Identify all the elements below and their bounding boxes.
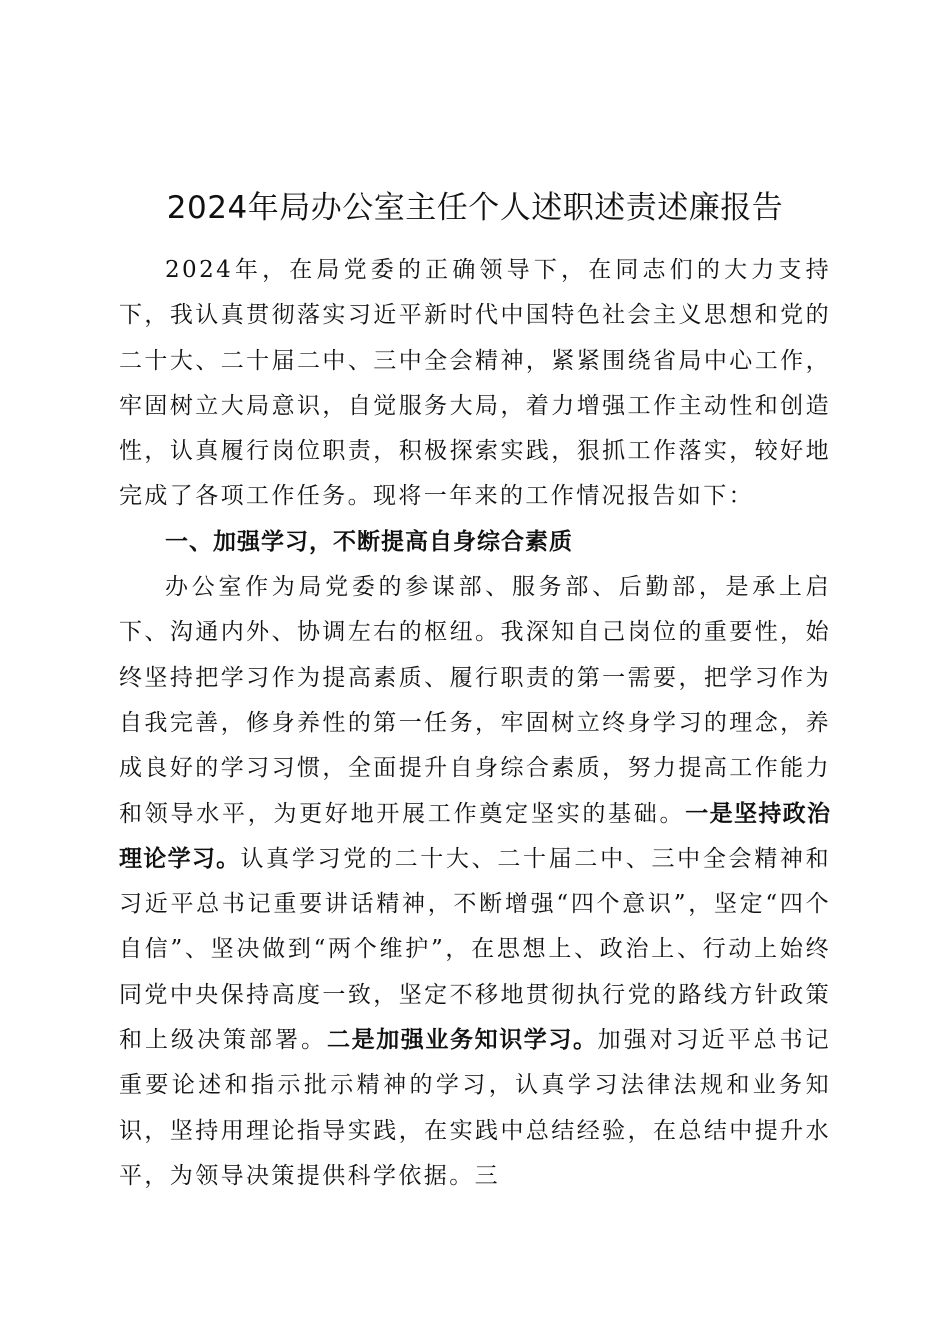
section-1-text-c: 加强对习近平总书记重要论述和指示批示精神的学习，认真学习法律法规和业务知识，坚持用理论指导实践，在实践中总结经验，在总结中提升水平，为领导决策提供科学依据。三	[119, 1027, 832, 1189]
lead-point-2: 二是加强业务知识学习。	[327, 1027, 598, 1054]
section-heading-1: 一、加强学习，不断提高自身综合素质	[165, 528, 573, 555]
section-1-text-a: 办公室作为局党委的参谋部、服务部、后勤部，是承上启下、沟通内外、协调左右的枢纽。我深知自己岗位的重要性，始终坚持把学习作为提高素质、履行职责的第一需要，把学习作为自我完善，修身养性的第一任务，牢固树立终身学习的理念，养成良好的学习习惯，全面提升自身综合素质，努力提高工作能力和领导水平，为更好地开展工作奠定坚实的基础。	[119, 574, 831, 827]
section-1-paragraph	[119, 565, 831, 1199]
document-title: 2024年局办公室主任个人述职述责述廉报告	[166, 190, 784, 226]
section-1-text-b: 认真学习党的二十大、二十届二中、三中全会精神和习近平总书记重要讲话精神，不断增强“四个意识”，坚定“四个自信”、坚决做到“两个维护”，在思想上、政治上、行动上始终同党中央保持高度一致，坚定不移地贯彻执行党的路线方针政策和上级决策部署。	[119, 845, 832, 1054]
document-body	[119, 248, 831, 1199]
lead-point-1: 一是坚持政治理论学习。	[119, 800, 831, 872]
intro-paragraph: 2024年，在局党委的正确领导下，在同志们的大力支持下，我认真贯彻落实习近平新时代中国特色社会主义思想和党的二十大、二十届二中、三中全会精神，紧紧围绕省局中心工作，牢固树立大局意识，自觉服务大局，着力增强工作主动性和创造性，认真履行岗位职责，积极探索实践，狠抓工作落实，较好地完成了各项工作任务。现将一年来的工作情况报告如下：	[119, 257, 831, 510]
